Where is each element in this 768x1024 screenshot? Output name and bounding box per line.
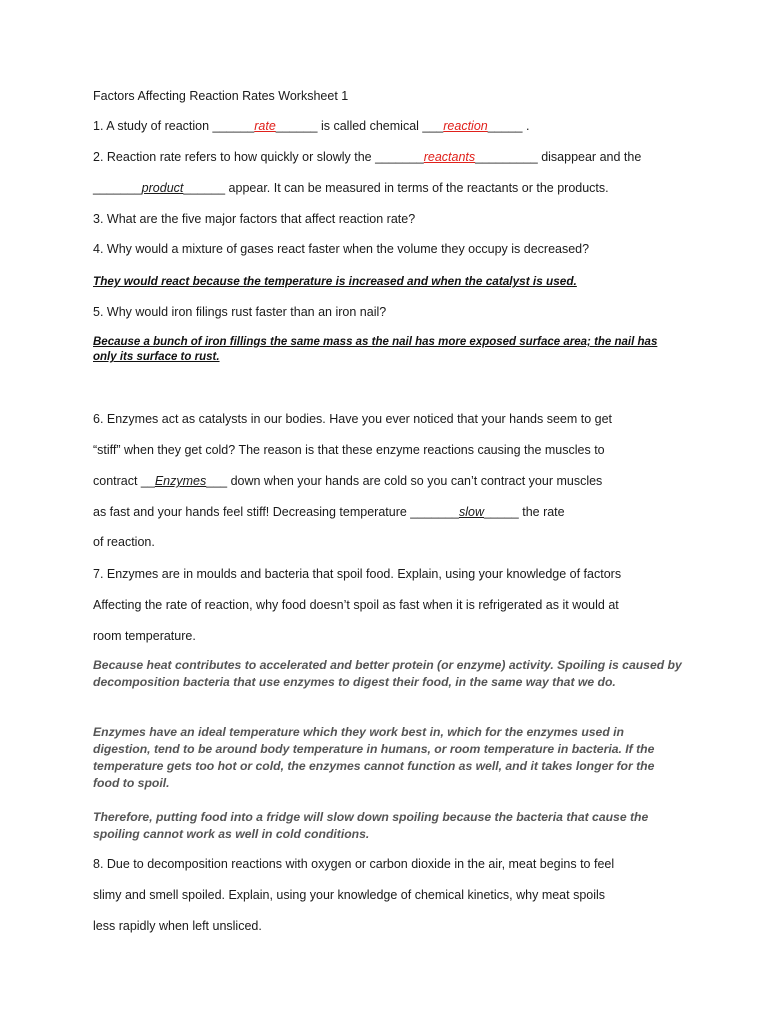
question-2-line-1 <box>93 150 641 164</box>
question-4: 4. Why would a mixture of gases react faster when the volume they occupy is decreased? <box>93 242 590 256</box>
question-8-line-3: less rapidly when left unsliced. <box>93 919 262 933</box>
question-7-line-2: Affecting the rate of reaction, why food doesn’t spoil as fast when it is refrigerated as it would at <box>93 598 619 612</box>
answer-5: Because a bunch of iron fillings the same mass as the nail has more exposed surface area; the nail has only its surface to rust. <box>93 336 658 363</box>
answer-7-paragraph-3: Therefore, putting food into a fridge will slow down spoiling because the bacteria that cause the spoiling cannot work as well in cold conditions. <box>93 810 649 841</box>
q6-text-b: ___ down when your hands are cold so you can’t contract your muscles <box>206 474 603 488</box>
answer-7-paragraph-1: Because heat contributes to accelerated and better protein (or enzyme) activity. Spoiling is caused by decomposition bacteria that use enzymes to digest their food, in the same way that we do. <box>93 658 682 689</box>
q6-text-c: as fast and your hands feel stiff! Decreasing temperature _______ <box>93 505 459 519</box>
answer-7-paragraph-2: Enzymes have an ideal temperature which they work best in, which for the enzymes used in digestion, tend to be around body temperature in humans, or room temperature in bacteria. If the temperature gets too hot or cold, the enzymes cannot function as well, and it takes longer for the food to spoil. <box>93 725 655 790</box>
q1-text-c: _____ . <box>487 119 530 133</box>
q2-text-c: _______ <box>93 181 142 195</box>
q1-text-a: 1. A study of reaction ______ <box>93 119 255 133</box>
q6-text-d: _____ the rate <box>483 505 565 519</box>
q2-text-a: 2. Reaction rate refers to how quickly or slowly the _______ <box>93 150 424 164</box>
question-6-line-4 <box>93 505 565 519</box>
question-8-line-2: slimy and smell spoiled. Explain, using your knowledge of chemical kinetics, why meat spoils <box>93 888 606 902</box>
q6-text-a: contract __ <box>93 474 155 488</box>
page-title: Factors Affecting Reaction Rates Worksheet 1 <box>93 89 349 103</box>
question-7-line-3: room temperature. <box>93 629 196 643</box>
question-2-line-2 <box>93 181 609 195</box>
question-5: 5. Why would iron filings rust faster than an iron nail? <box>93 305 387 319</box>
q1-answer-rate: rate <box>254 119 276 133</box>
answer-4: They would react because the temperature is increased and when the catalyst is used. <box>93 274 577 288</box>
question-6-line-5: of reaction. <box>93 535 155 549</box>
question-6-line-3 <box>93 474 602 488</box>
q1-text-b: ______ is called chemical ___ <box>275 119 444 133</box>
q2-text-d: ______ appear. It can be measured in terms of the reactants or the products. <box>183 181 609 195</box>
q6-answer-enzymes: Enzymes <box>154 474 207 488</box>
q2-text-b: _________ disappear and the <box>475 150 642 164</box>
question-6-line-1: 6. Enzymes act as catalysts in our bodies. Have you ever noticed that your hands seem to get <box>93 412 613 426</box>
question-7-line-1: 7. Enzymes are in moulds and bacteria that spoil food. Explain, using your knowledge of factors <box>93 567 622 581</box>
q2-answer-product: product <box>141 181 184 195</box>
question-8-line-1: 8. Due to decomposition reactions with oxygen or carbon dioxide in the air, meat begins to feel <box>93 857 615 871</box>
q1-answer-reaction: reaction <box>443 119 488 133</box>
q6-answer-slow: slow <box>458 505 484 519</box>
q2-answer-reactants: reactants <box>423 150 476 164</box>
question-6-line-2: “stiff” when they get cold? The reason is that these enzyme reactions causing the muscles to <box>93 443 605 457</box>
question-1 <box>93 119 529 133</box>
question-3: 3. What are the five major factors that affect reaction rate? <box>93 212 416 226</box>
